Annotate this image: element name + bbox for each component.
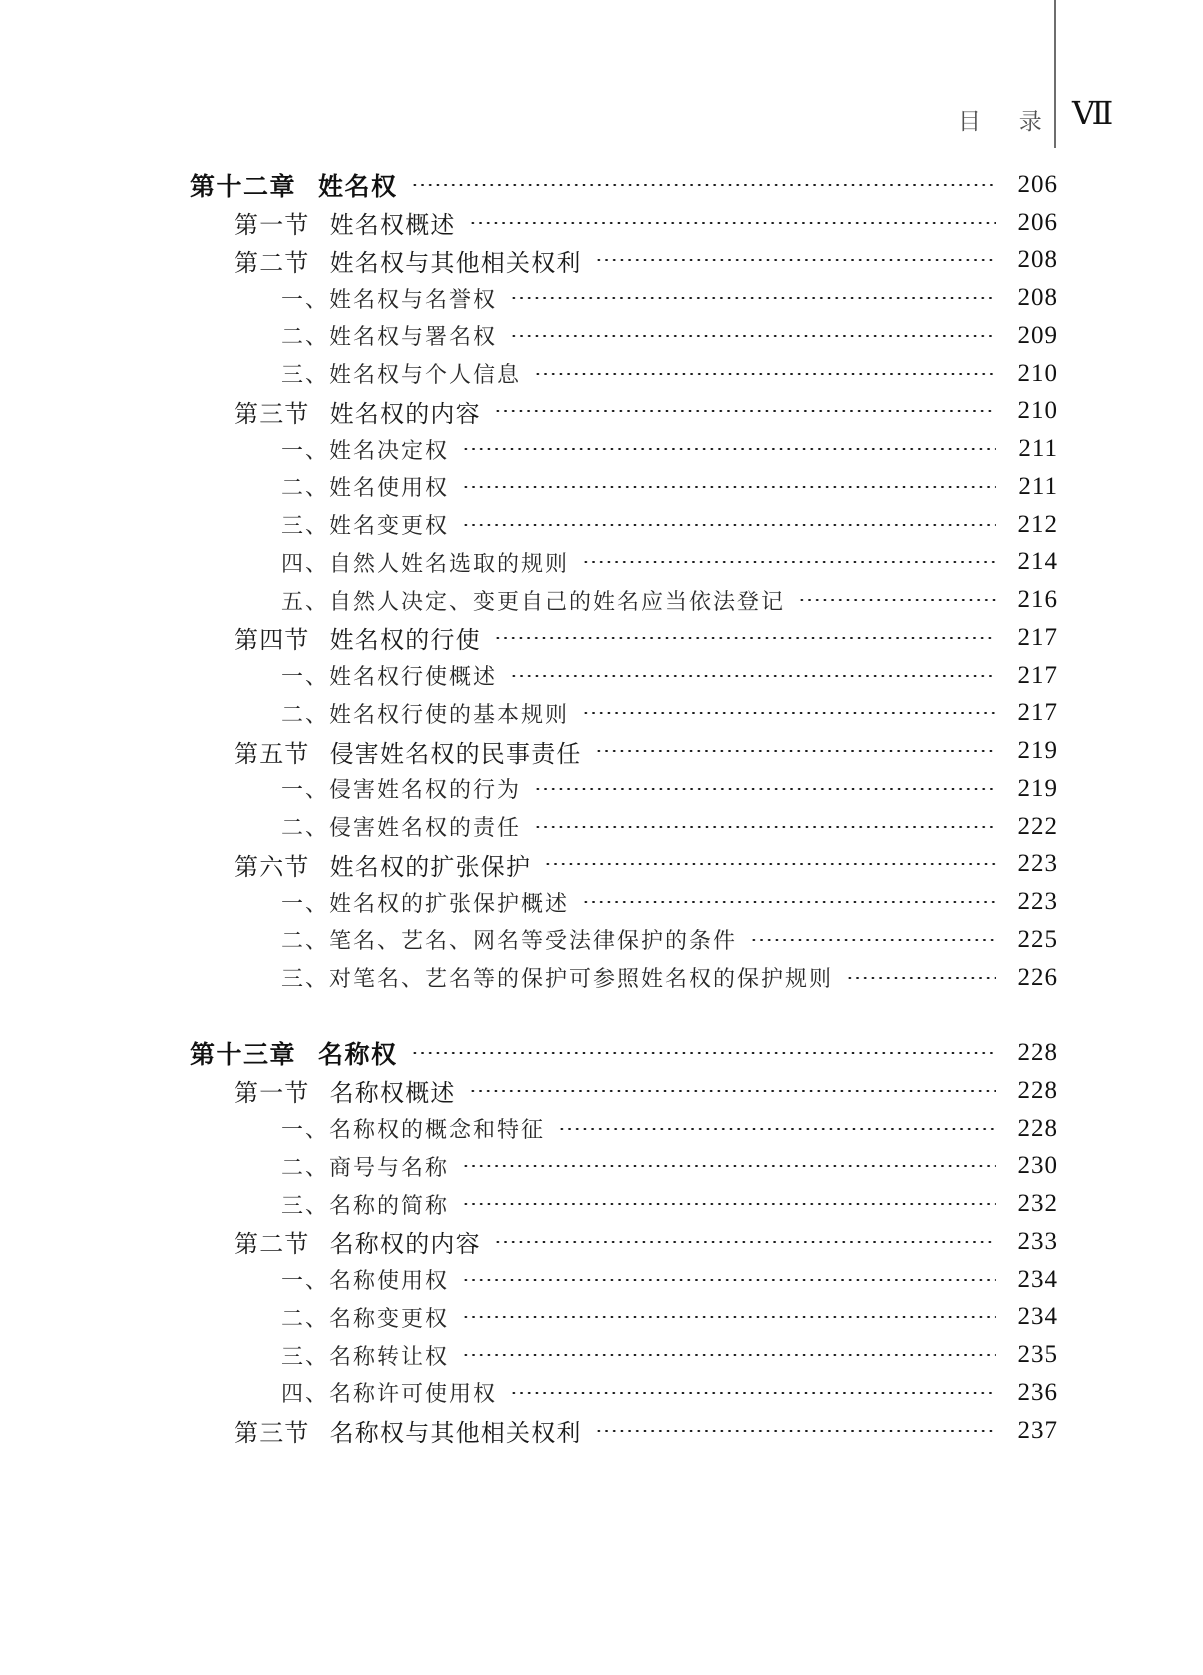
dotted-leader [582,555,996,569]
toc-entry-page: 223 [1017,850,1058,878]
toc-entry-label: 第十二章 [190,173,297,201]
toc-entry-page: 214 [1017,548,1058,576]
toc-entry-title: 一、姓名权与名誉权 [281,286,498,312]
toc-entry-label: 第二节 [234,250,310,277]
dotted-leader [462,1197,996,1211]
toc-entry-page: 217 [1017,699,1058,727]
toc-entry-title: 姓名权概述 [329,213,456,240]
dotted-leader [534,782,996,796]
dotted-leader [494,404,996,418]
toc-entry-page: 206 [1017,208,1058,236]
toc-entry-title: 一、姓名权行使概述 [281,664,498,690]
toc-entry-title: 一、名称权的概念和特征 [281,1117,546,1143]
toc-entry-page: 212 [1017,510,1058,538]
toc-entry [190,808,1058,846]
toc-entry-label: 第二节 [234,1232,310,1259]
toc-entry-page: 206 [1017,170,1058,198]
toc-entry [190,242,1058,280]
toc-entry [190,1374,1058,1412]
toc-entry [190,355,1058,393]
toc-entry [190,846,1058,884]
toc-entry-title: 名称权概述 [329,1081,456,1108]
toc-entry-title: 侵害姓名权的民事责任 [329,741,582,768]
dotted-leader [462,1348,996,1362]
toc-entry [190,1299,1058,1337]
dotted-leader [798,593,996,607]
toc-entry-title: 四、名称许可使用权 [281,1381,498,1407]
toc-entry [190,1185,1058,1223]
toc-entry [190,1034,1058,1072]
dotted-leader [411,178,996,192]
toc-entry-page: 225 [1017,925,1058,953]
dotted-leader [582,706,996,720]
toc-entry-title: 三、对笔名、艺名等的保护可参照姓名权的保护规则 [281,966,834,992]
dotted-leader [544,857,996,871]
toc-entry-page: 217 [1017,623,1058,651]
dotted-leader [469,1084,996,1098]
toc-entry [190,883,1058,921]
toc-entry-title: 三、名称转让权 [281,1343,450,1369]
toc-entry [190,619,1058,657]
toc-entry-page: 234 [1017,1265,1058,1293]
toc-entry [190,581,1058,619]
toc-entry-title: 姓名权与其他相关权利 [329,250,582,277]
dotted-leader [462,1310,996,1324]
toc-entry-page: 228 [1017,1114,1058,1142]
dotted-leader [462,1273,996,1287]
toc-entry-title: 三、名称的简称 [281,1192,450,1218]
dotted-leader [462,1159,996,1173]
dotted-leader [595,1424,996,1438]
toc-entry-title: 姓名权的内容 [329,401,481,428]
toc-entry-label: 第三节 [234,401,310,428]
toc-entry-title: 二、侵害姓名权的责任 [281,815,522,841]
toc-entry-page: 216 [1017,586,1058,614]
toc-entry-label: 第一节 [234,1081,310,1108]
toc-entry [190,695,1058,733]
toc-entry-title: 二、姓名使用权 [281,475,450,501]
toc-entry-label: 第十三章 [190,1042,297,1070]
toc-entry-title: 名称权与其他相关权利 [329,1421,582,1448]
toc-entry-title: 名称权 [318,1042,398,1070]
toc-entry-page: 208 [1017,284,1058,312]
toc-entry [190,468,1058,506]
toc-entry [190,204,1058,242]
toc-entry-page: 223 [1017,888,1058,916]
toc-entry [190,166,1058,204]
dotted-leader [750,933,996,947]
toc-entry [190,317,1058,355]
toc-entry [190,393,1058,431]
dotted-leader [510,1386,996,1400]
toc-entry-page: 222 [1017,812,1058,840]
toc-entry [190,1261,1058,1299]
toc-entry-title: 五、自然人决定、变更自己的姓名应当依法登记 [281,588,786,614]
toc-entry-label: 第一节 [234,213,310,240]
toc-entry-page: 226 [1017,963,1058,991]
toc-entry [190,1412,1058,1450]
toc-entry-page: 209 [1017,321,1058,349]
toc-entry-page: 219 [1017,774,1058,802]
toc-entry-page: 233 [1017,1227,1058,1255]
toc-entry-title: 二、名称变更权 [281,1305,450,1331]
toc-entry [190,279,1058,317]
toc-entry [190,1072,1058,1110]
dotted-leader [462,480,996,494]
toc-entry-label: 第六节 [234,854,310,881]
dotted-leader [846,971,996,985]
page-number-roman: Ⅶ [1072,94,1114,132]
toc-entry-page: 211 [1018,472,1058,500]
toc-entry-title: 姓名权的行使 [329,628,481,655]
toc-entry [190,506,1058,544]
toc-entry-title: 二、姓名权与署名权 [281,324,498,350]
dotted-leader [582,895,996,909]
toc-entry-title: 二、商号与名称 [281,1154,450,1180]
toc-list [190,166,1058,1450]
toc-entry-page: 219 [1017,737,1058,765]
toc-entry-title: 姓名权的扩张保护 [329,854,532,881]
toc-entry-title: 一、侵害姓名权的行为 [281,777,522,803]
toc-entry [190,732,1058,770]
dotted-leader [462,442,996,456]
dotted-leader [595,253,996,267]
dotted-leader [411,1046,996,1060]
toc-entry-page: 217 [1017,661,1058,689]
toc-entry-page: 232 [1017,1190,1058,1218]
toc-entry-page: 208 [1017,246,1058,274]
toc-entry-page: 236 [1017,1378,1058,1406]
dotted-leader [558,1122,996,1136]
toc-entry [190,770,1058,808]
toc-entry-title: 姓名权 [318,173,398,201]
toc-entry [190,1336,1058,1374]
dotted-leader [510,329,996,343]
toc-entry-page: 210 [1017,397,1058,425]
toc-entry [190,544,1058,582]
toc-entry-title: 一、名称使用权 [281,1268,450,1294]
toc-entry [190,959,1058,997]
toc-entry [190,1110,1058,1148]
toc-entry [190,657,1058,695]
header-divider-rule [1054,0,1056,148]
toc-entry-page: 210 [1017,359,1058,387]
toc-entry [190,921,1058,959]
toc-entry-label: 第五节 [234,741,310,768]
dotted-leader [494,1235,996,1249]
toc-entry-title: 一、姓名权的扩张保护概述 [281,890,570,916]
toc-entry-label: 第四节 [234,628,310,655]
toc-entry [190,1148,1058,1186]
dotted-leader [534,820,996,834]
toc-entry-page: 211 [1018,435,1058,463]
toc-entry-label: 第三节 [234,1421,310,1448]
toc-entry-title: 名称权的内容 [329,1232,481,1259]
toc-entry-page: 235 [1017,1341,1058,1369]
toc-entry-page: 237 [1017,1416,1058,1444]
toc-entry [190,430,1058,468]
toc-entry-title: 三、姓名权与个人信息 [281,362,522,388]
dotted-leader [469,216,996,230]
dotted-leader [462,518,996,532]
toc-entry-page: 234 [1017,1303,1058,1331]
dotted-leader [534,367,996,381]
toc-entry-title: 一、姓名决定权 [281,437,450,463]
toc-entry-title: 三、姓名变更权 [281,513,450,539]
toc-entry-title: 二、笔名、艺名、网名等受法律保护的条件 [281,928,738,954]
dotted-leader [510,669,996,683]
dotted-leader [595,744,996,758]
toc-entry-page: 228 [1017,1076,1058,1104]
toc-entry-page: 230 [1017,1152,1058,1180]
dotted-leader [510,291,996,305]
toc-entry-title: 四、自然人姓名选取的规则 [281,550,570,576]
running-head-title: 目 录 [958,109,1043,134]
toc-entry-page: 228 [1017,1039,1058,1067]
toc-entry-title: 二、姓名权行使的基本规则 [281,701,570,727]
dotted-leader [494,631,996,645]
toc-entry [190,1223,1058,1261]
